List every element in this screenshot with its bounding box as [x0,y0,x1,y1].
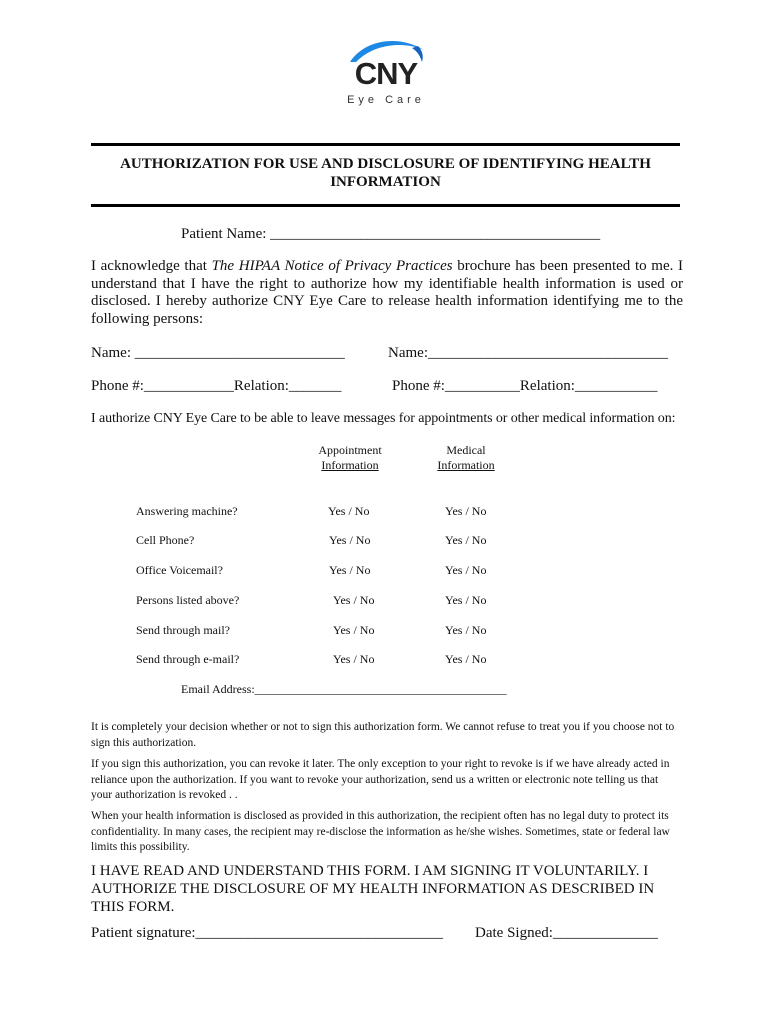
send-email-med-yes-no[interactable]: Yes / No [445,652,487,666]
medical-header-line1: Medical [446,443,486,457]
send-email-appt-yes-no[interactable]: Yes / No [333,652,375,666]
office-voicemail-appt-yes-no[interactable]: Yes / No [329,563,371,577]
send-mail-appt-yes-no[interactable]: Yes / No [333,623,375,637]
ack-before: I acknowledge that [91,258,212,274]
person2-name-field[interactable]: Name:________________________________ [388,345,668,361]
acknowledgement-paragraph [91,258,683,328]
revoke-paragraph: If you sign this authorization, you can revoke it later. The only exception to your right to revoke is if we have already acted in reliance upon the authorization. If you want to revoke your authorization, send us a written or electronic note telling us that your authorization is revoked . . [91,758,670,801]
persons-listed-appt-yes-no[interactable]: Yes / No [333,593,375,607]
office-voicemail-med-yes-no[interactable]: Yes / No [445,563,487,577]
date-signed-field[interactable]: Date Signed:______________ [475,925,658,941]
hipaa-notice-title: The HIPAA Notice of Privacy Practices [211,258,453,274]
appointment-info-header [300,443,400,473]
form-title: AUTHORIZATION FOR USE AND DISCLOSURE OF IDENTIFYING HEALTH INFORMATION [120,156,651,190]
option-label-cell-phone: Cell Phone? [136,533,195,547]
option-label-office-voicemail: Office Voicemail? [136,563,223,577]
patient-name-field[interactable]: Patient Name: ____________________________________________ [181,226,601,242]
persons-listed-med-yes-no[interactable]: Yes / No [445,593,487,607]
patient-signature-field[interactable]: Patient signature:_________________________________ [91,925,444,941]
appointment-header-line1: Appointment [318,443,382,457]
logo-sub-text: Eye Care [347,94,425,106]
person1-phone-relation-field[interactable]: Phone #:____________Relation:_______ [91,378,342,394]
option-label-send-email: Send through e-mail? [136,652,240,666]
medical-header-line2: Information [437,458,495,472]
person2-phone-relation-field[interactable]: Phone #:__________Relation:___________ [392,378,658,394]
person1-name-field[interactable]: Name: ____________________________ [91,345,345,361]
ack-after: brochure has been presented to me. I understand that I have the right to authorize how my identifiable health information is used or disclosed. I hereby authorize CNY Eye Care to release health information identifying me to the following persons: [91,258,684,327]
send-mail-med-yes-no[interactable]: Yes / No [445,623,487,637]
voluntary-consent-statement: I HAVE READ AND UNDERSTAND THIS FORM. I AM SIGNING IT VOLUNTARILY. I AUTHORIZE THE DISCLOSURE OF MY HEALTH INFORMATION AS DESCRIBED IN THIS FORM. [91,863,655,915]
appointment-header-line2: Information [321,458,379,472]
cell-phone-appt-yes-no[interactable]: Yes / No [329,533,371,547]
decision-paragraph: It is completely your decision whether or not to sign this authorization form. We cannot refuse to treat you if you choose not to sign this authorization. [91,721,675,749]
option-label-persons-listed: Persons listed above? [136,593,240,607]
disclosure-paragraph: When your health information is disclosed as provided in this authorization, the recipient often has no legal duty to protect its confidentiality. In many cases, the recipient may re-disclose the information as he/she wishes. Sometimes, state or federal law limits this possibility. [91,810,670,853]
cell-phone-med-yes-no[interactable]: Yes / No [445,533,487,547]
logo-brand-text: CNY [354,56,418,91]
option-label-answering-machine: Answering machine? [136,504,238,518]
option-label-send-mail: Send through mail? [136,623,230,637]
answering-machine-med-yes-no[interactable]: Yes / No [445,504,487,518]
title-divider [91,204,680,207]
medical-info-header [416,443,516,473]
answering-machine-appt-yes-no[interactable]: Yes / No [328,504,370,518]
cny-eye-care-logo [336,36,436,116]
top-divider [91,143,680,146]
email-address-field[interactable]: Email Address:__________________________________________ [181,682,507,696]
authorize-messages-line: I authorize CNY Eye Care to be able to leave messages for appointments or other medical information on: [91,411,676,426]
